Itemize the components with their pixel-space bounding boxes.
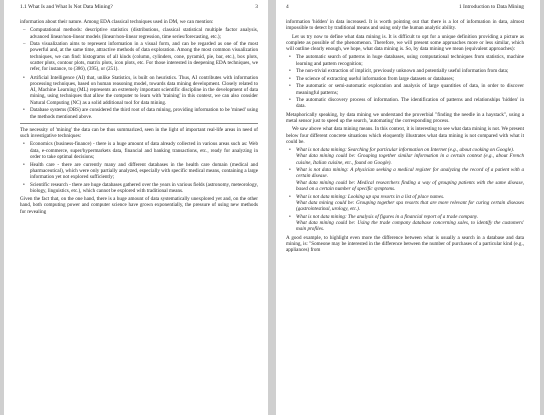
item-text: Health care - there are currently many and different databases in the health care domain (medical and pharmaceutical), which were only partially analyzed, especially with specific medical means, containing a large information yet not explored sufficiently; bbox=[30, 161, 258, 181]
eda-list bbox=[20, 27, 258, 72]
list-item: • What is not data mining: A physician seeking a medical register for analyzing the record of a patient with a certain disease. What data mining could be: Medical researchers finding a way of grouping patients with the same disease, based on a certain number of specific symptoms. bbox=[289, 167, 524, 193]
definitions-list bbox=[286, 54, 524, 109]
page-number: 3 bbox=[255, 4, 258, 10]
paragraph: Let us try now to define what data mining is. It is difficult to opt for a unique definition providing a picture as complete as possible of the phenomenon. Therefore, we will present some approaches more or less similar, which will outline clearly enough, we hope, what data mining is. So, by data mining we mean (equivalent approaches): bbox=[286, 33, 524, 53]
page-number: 4 bbox=[286, 4, 289, 10]
paragraph: Metaphorically speaking, by data mining we understand the proverbial "finding the needle in a haystack", using a metal sensor just to speed up the search, 'automating' the corresponding process. bbox=[286, 111, 524, 124]
list-item: – Data visualization aims to represent information in a visual form, and can be regarded as one of the most powerful and, at the same time, attractive methods of data exploration. Among the most common visualization techniques, we can find: histograms of all kinds (column, cylinders, cone, pyramid, pie, bar, etc.), box plots, scatter plots, contour plots, matrix plots, icon plots, etc. For those interested in deepening EDA techniques, we refer, for instance, to (386), (395), or (251). bbox=[23, 41, 258, 73]
item-text: What is not data mining: Looking up spa resorts in a list of place names. bbox=[296, 193, 445, 200]
paragraph: Given the fact that, on the one hand, there is a huge amount of data systematically unexplored yet and, on the other hand, both computing power and computer science have grown exponentially, the pressure of using new methods for revealing bbox=[20, 196, 258, 215]
header-chapter-title: 1 Introduction to Data Mining bbox=[459, 4, 524, 10]
running-header bbox=[20, 4, 258, 11]
list-item: • The automatic discovery process of information. The identification of patterns and relationships 'hidden' in data. bbox=[289, 97, 524, 110]
areas-list bbox=[20, 141, 258, 194]
item-text: The non-trivial extraction of implicit, previously unknown and potentially useful information from data; bbox=[296, 68, 509, 75]
item-text: Scientific research - there are huge databases gathered over the years in various fields (astronomy, meteorology, biology, linguistics, etc.), which cannot be explored with traditional means. bbox=[30, 181, 258, 194]
item-text: Economics (business-finance) - there is a huge amount of data already collected in various areas such as: Web data, e-commerce, super/hypermarkets data, financial and banking transactions, etc., ready for analyzing in order to take optimal decisions; bbox=[30, 141, 258, 161]
list-item: • What is not data mining: The analysis of figures in a financial report of a trade company. What data mining could be: Using the trade company database concerning sales, to identify the customers' main profiles. bbox=[289, 213, 524, 233]
item-text: What data mining could be: Using the trade company database concerning sales, to identify the customers' main profiles. bbox=[296, 219, 524, 233]
item-text: Artificial Intelligence (AI) that, unlike Statistics, is built on heuristics. Thus, AI contributes with information processing techniques, based on human reasoning model, towards data mining development. Closely related to AI, Machine Learning (ML) represents an extremely important scientific discipline in the development of data mining, using techniques that allow the computer to learn with 'training' in this context, we can also consider Natural Computing (NC) as a solid additional tool for data mining. bbox=[30, 74, 258, 106]
item-text: What is not data mining: The analysis of figures in a financial report of a trade company. bbox=[296, 213, 478, 220]
item-text: The automatic discovery process of information. The identification of patterns and relationships 'hidden' in data. bbox=[296, 97, 524, 110]
item-text: The automatic or semi-automatic exploration and analysis of large quantities of data, in order to discover meaningful patterns; bbox=[296, 83, 524, 96]
paragraph: We saw above what data mining means. In this context, it is interesting to see what data mining is not. We present below four different concrete situations which eloquently illustrates what data mining is not compared with what it could be. bbox=[286, 126, 524, 145]
item-text: What is not data mining: Searching for particular information on Internet (e.g., about cooking on Google). bbox=[296, 147, 515, 154]
item-text: Computational methods: descriptive statistics (distributions, classical statistical multiple factor analysis, advanced linear/non-linear models (linear/non-linear regression, time series/forecasting, etc.); bbox=[30, 27, 258, 40]
left-page bbox=[4, 0, 268, 415]
examples-list bbox=[286, 147, 524, 232]
list-item: – Computational methods: descriptive statistics (distributions, classical statistical multiple factor analysis, advanced linear/non-linear models (linear/non-linear regression, time series/forecasting, etc.); bbox=[23, 27, 258, 40]
item-text: What is not data mining: A physician seeking a medical register for analyzing the record of a patient with a certain disease. bbox=[296, 167, 524, 180]
item-text: What data mining could be: Grouping together similar information in a certain context (e.g., about French cuisine, Italian cuisine, etc., found on Google). bbox=[296, 153, 524, 166]
list-item: • What is not data mining: Searching for particular information on Internet (e.g., about cooking on Google). What data mining could be: Grouping together similar information in a certain context (e.g., about French cuisine, Italian cuisine, etc., found on Google). bbox=[289, 147, 524, 166]
list-item: • Economics (business-finance) - there is a huge amount of data already collected in various areas such as: Web data, e-commerce, super/hypermarkets data, financial and banking transactions, etc., ready for analyzing in order to take optimal decisions; bbox=[23, 141, 258, 161]
list-item: • Scientific research - there are huge databases gathered over the years in various fields (astronomy, meteorology, biology, linguistics, etc.), which cannot be explored with traditional means. bbox=[23, 181, 258, 194]
item-text: Database systems (DBS) are considered the third root of data mining, providing information to be 'mined' using the methods mentioned above. bbox=[30, 107, 258, 120]
item-text: Data visualization aims to represent information in a visual form, and can be regarded as one of the most powerful and, at the same time, attractive methods of data exploration. Among the most common visualization techniques, we can find: histograms of all kinds (column, cylinders, cone, pyramid, pie, bar, etc.), box plots, scatter plots, contour plots, matrix plots, icon plots, etc. For those interested in deepening EDA techniques, we refer, for instance, to (386), (395), or (251). bbox=[30, 41, 258, 73]
list-item: • What is not data mining: Looking up spa resorts in a list of place names. What data mining could be: Grouping together spa resorts that are more relevant for curing certain diseases (gastrointestinal, urology, etc.). bbox=[289, 193, 524, 213]
paragraph: information 'hidden' in data increased. It is worth pointing out that there is a lot of information in data, almost impossible to detect by traditional means and using only the human analytic ability. bbox=[286, 19, 524, 32]
item-text: The science of extracting useful information from large datasets or databases; bbox=[296, 75, 455, 82]
list-item: • The automatic search of patterns in huge databases, using computational techniques from statistics, machine learning and pattern recognition; bbox=[289, 54, 524, 67]
running-header bbox=[286, 4, 524, 11]
roots-list bbox=[20, 75, 258, 120]
list-item: • Health care - there are currently many and different databases in the health care domain (medical and pharmaceutical), which were only partially analyzed, especially with specific medical means, containing a large information yet not explored sufficiently; bbox=[23, 161, 258, 181]
list-item: • Database systems (DBS) are considered the third root of data mining, providing information to be 'mined' using the methods mentioned above. bbox=[23, 107, 258, 120]
paragraph: A good example, to highlight even more the difference between what is usually a search in a database and data mining, is: "Someone may be interested in the difference between the number of purchases of a particular kind (e.g., appliances) from bbox=[286, 234, 524, 254]
item-text: What data mining could be: Grouping together spa resorts that are more relevant for curing certain diseases (gastrointestinal, urology, etc.). bbox=[296, 199, 524, 213]
list-item: • The automatic or semi-automatic exploration and analysis of large quantities of data, in order to discover meaningful patterns; bbox=[289, 83, 524, 96]
paragraph: The necessity of 'mining' the data can be thus summarized, seen in the light of important real-life areas in need of such investigative techniques: bbox=[20, 126, 258, 140]
divider bbox=[20, 123, 258, 124]
paragraph: information about their nature. Among EDA classical techniques used in DM, we can mention: bbox=[20, 19, 214, 25]
list-item: • Artificial Intelligence (AI) that, unlike Statistics, is built on heuristics. Thus, AI contributes with information processing techniques, based on human reasoning model, towards data mining development. Closely related to AI, Machine Learning (ML) represents an extremely important scientific discipline in the development of data mining, using techniques that allow the computer to learn with 'training' in this context, we can also consider Natural Computing (NC) as a solid additional tool for data mining. bbox=[23, 74, 258, 106]
list-item: • The non-trivial extraction of implicit, previously unknown and potentially useful information from data; bbox=[289, 68, 509, 75]
list-item: • The science of extracting useful information from large datasets or databases; bbox=[289, 75, 455, 82]
item-text: What data mining could be: Medical researchers finding a way of grouping patients with the same disease, based on a certain number of specific symptoms. bbox=[296, 179, 524, 193]
header-section-title: 1.1 What Is and What Is Not Data Mining? bbox=[20, 4, 113, 10]
right-page bbox=[276, 0, 540, 415]
item-text: The automatic search of patterns in huge databases, using computational techniques from statistics, machine learning and pattern recognition; bbox=[296, 54, 524, 67]
